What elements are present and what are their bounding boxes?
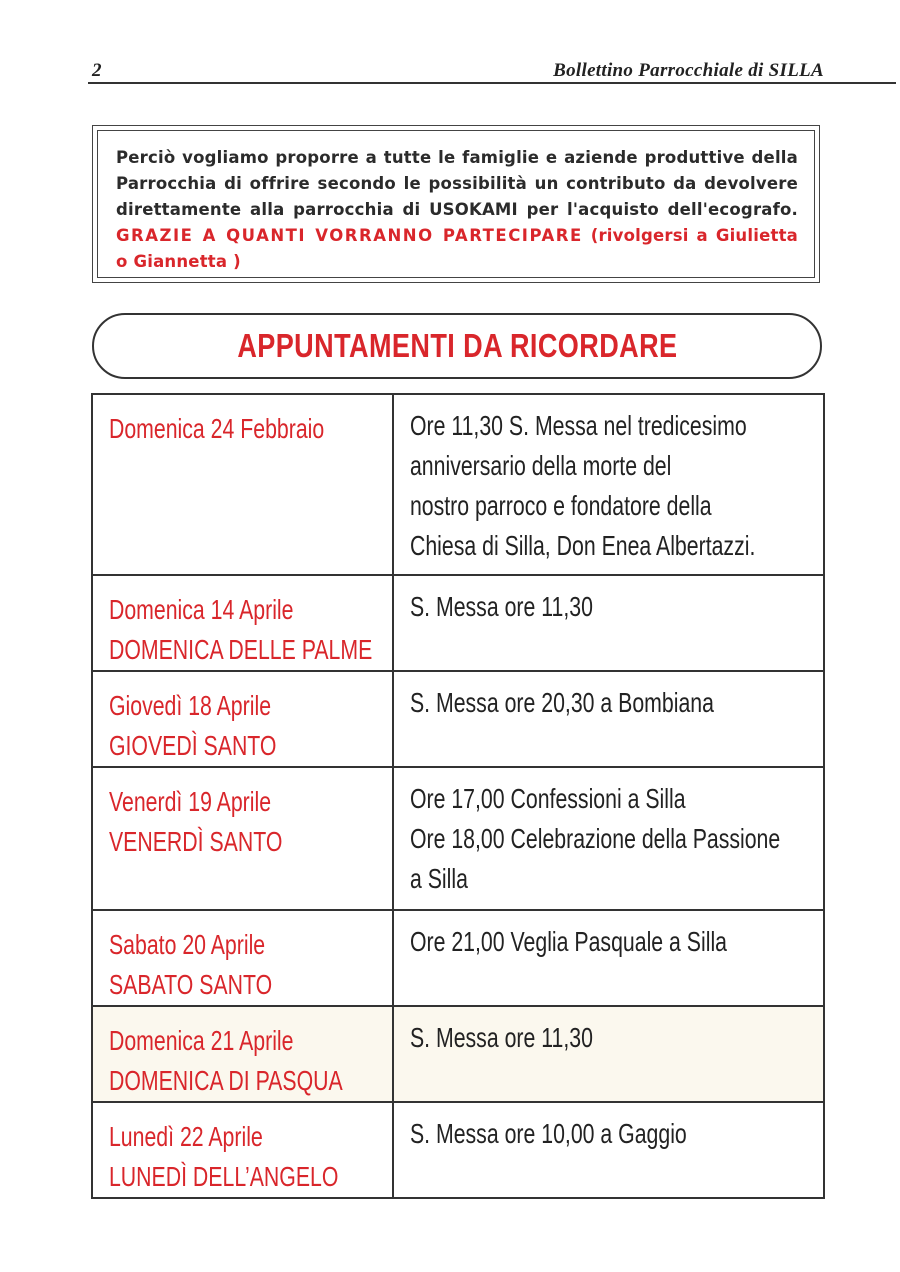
event-feast-name: GIOVEDÌ SANTO [108, 730, 277, 761]
event-description-cell [393, 394, 824, 575]
event-feast-name: DOMENICA DELLE PALME [108, 634, 373, 665]
section-title: APPUNTAMENTI DA RICORDARE [236, 327, 678, 364]
event-description-line: S. Messa ore 11,30 [409, 1022, 593, 1053]
event-description-line: Ore 11,30 S. Messa nel tredicesimo [409, 410, 747, 441]
event-date-cell [92, 910, 393, 1006]
event-description-line: Chiesa di Silla, Don Enea Albertazzi. [409, 530, 756, 561]
events-table [91, 393, 825, 1199]
event-row [92, 910, 824, 1006]
event-feast-name: VENERDÌ SANTO [108, 826, 283, 857]
notice-text-block [97, 130, 815, 278]
event-date: Venerdì 19 Aprile [108, 786, 272, 817]
notice-box [92, 125, 820, 283]
event-row [92, 767, 824, 910]
event-description-line: a Silla [409, 863, 468, 894]
event-description-line: anniversario della morte del [409, 450, 672, 481]
event-description-line: Ore 17,00 Confessioni a Silla [409, 783, 686, 814]
event-description-cell [393, 1006, 824, 1102]
event-row [92, 1102, 824, 1198]
event-date: Lunedì 22 Aprile [108, 1121, 263, 1152]
event-date: Domenica 24 Febbraio [108, 413, 325, 444]
event-date: Domenica 14 Aprile [108, 594, 294, 625]
event-feast-name: LUNEDÌ DELL’ANGELO [108, 1161, 339, 1192]
event-description-cell [393, 767, 824, 910]
event-row [92, 1006, 824, 1102]
event-description-line: S. Messa ore 20,30 a Bombiana [409, 687, 714, 718]
event-description-line: S. Messa ore 10,00 a Gaggio [409, 1118, 687, 1149]
event-description-cell [393, 575, 824, 671]
section-banner [92, 313, 822, 379]
event-description-cell [393, 910, 824, 1006]
event-date-cell [92, 767, 393, 910]
event-description-line: nostro parroco e fondatore della [409, 490, 712, 521]
notice-thanks: GRAZIE A QUANTI VORRANNO PARTECIPARE [116, 226, 583, 245]
event-feast-name: SABATO SANTO [108, 969, 273, 1000]
event-description-cell [393, 671, 824, 767]
bulletin-title: Bollettino Parrocchiale di SILLA [553, 60, 824, 81]
event-date: Giovedì 18 Aprile [108, 690, 272, 721]
event-row [92, 394, 824, 575]
event-date-cell [92, 394, 393, 575]
event-date-cell [92, 671, 393, 767]
notice-contact: (rivolgersi a Giulietta o Giannetta ) [116, 226, 798, 271]
event-date-cell [92, 1006, 393, 1102]
page-header [88, 52, 896, 84]
event-description-line: Ore 21,00 Veglia Pasquale a Silla [409, 926, 728, 957]
page-number: 2 [92, 60, 102, 81]
event-date-cell [92, 575, 393, 671]
notice-text: Perciò vogliamo proporre a tutte le famiglie e aziende produttive della Parrocchia di offrire secondo le possibilità un contributo da devolvere direttamente alla parrocchia di USOKAMI per l'acquisto dell'ecografo. [116, 148, 798, 219]
event-row [92, 575, 824, 671]
event-description-cell [393, 1102, 824, 1198]
event-date-cell [92, 1102, 393, 1198]
event-description-line: S. Messa ore 11,30 [409, 591, 593, 622]
event-description-line: Ore 18,00 Celebrazione della Passione [409, 823, 781, 854]
event-date: Sabato 20 Aprile [108, 929, 266, 960]
event-row [92, 671, 824, 767]
event-date: Domenica 21 Aprile [108, 1025, 294, 1056]
event-feast-name: DOMENICA DI PASQUA [108, 1065, 343, 1096]
